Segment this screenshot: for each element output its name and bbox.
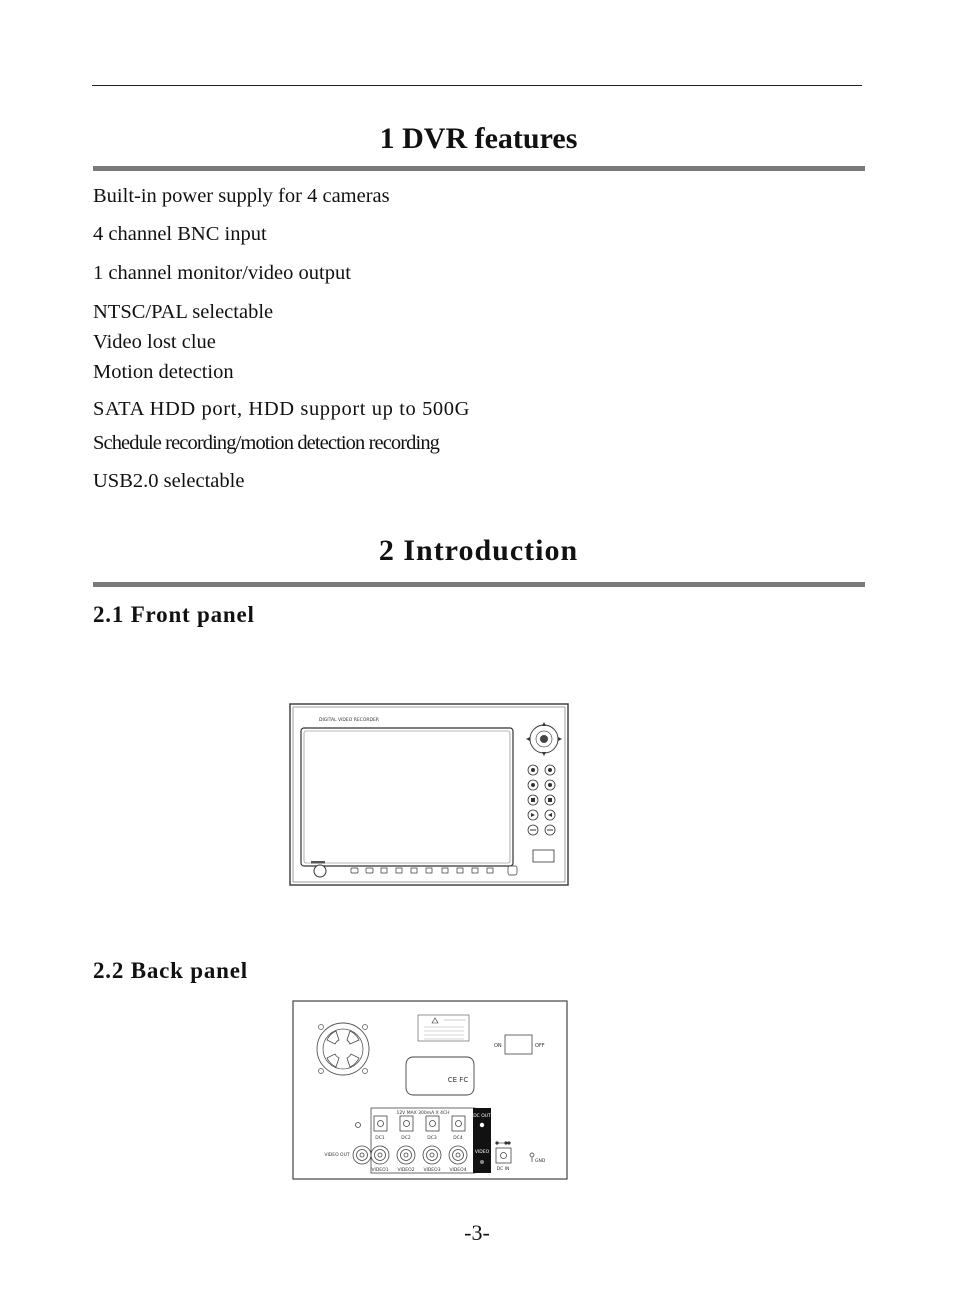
ground-icon: [530, 1153, 534, 1157]
switch-off-label: OFF: [535, 1043, 545, 1049]
section-title-dvr-features: 1 DVR features: [379, 122, 578, 155]
dc3-label: DC3: [427, 1136, 437, 1141]
header-rule: [92, 85, 862, 86]
switch-on-label: ON: [494, 1043, 502, 1049]
feature-item: 1 channel monitor/video output: [93, 262, 351, 284]
feature-item: 4 channel BNC input: [93, 223, 267, 245]
power-spec-label: 12V MAX 300mA X 4CH: [396, 1111, 450, 1116]
feature-item: Schedule recording/motion detection recording: [93, 432, 440, 454]
video2-label: VIDEO2: [397, 1168, 415, 1173]
feature-item: NTSC/PAL selectable: [93, 301, 274, 323]
video-out-bnc: [353, 1146, 371, 1164]
feature-item: Built-in power supply for 4 cameras: [93, 185, 390, 207]
dc-out-label: DC OUT: [473, 1114, 491, 1119]
feature-item: SATA HDD port, HDD support up to 500G: [93, 398, 471, 420]
page-number: -3-: [464, 1220, 490, 1245]
feature-item: Motion detection: [93, 361, 234, 383]
certification-text: CE FC: [447, 1076, 469, 1084]
back-panel-diagram: [292, 1000, 569, 1182]
power-button: [314, 865, 326, 877]
feature-item: Video lost clue: [93, 331, 216, 353]
power-switch: [505, 1035, 532, 1054]
front-panel-diagram: [289, 703, 569, 887]
dc1-label: DC1: [375, 1136, 385, 1141]
section-rule: [93, 582, 865, 587]
usb-port: [533, 850, 554, 862]
section-rule: [93, 166, 865, 171]
feature-item: USB2.0 selectable: [93, 470, 245, 492]
warning-label: [418, 1015, 469, 1041]
video-label: VIDEO: [474, 1150, 490, 1155]
screen: [301, 728, 513, 866]
video4-label: VIDEO4: [449, 1168, 467, 1173]
dc4-label: DC4: [453, 1136, 463, 1141]
fan-icon: [317, 1023, 369, 1075]
gnd-label: GND: [535, 1159, 546, 1164]
subsection-title-back-panel: 2.2 Back panel: [93, 958, 248, 983]
device-label: DIGITAL VIDEO RECORDER: [319, 718, 379, 723]
video1-label: VIDEO1: [371, 1168, 389, 1173]
video-out-label: VIDEO OUT: [324, 1153, 350, 1158]
section-title-introduction: 2 Introduction: [378, 534, 579, 567]
video3-label: VIDEO3: [423, 1168, 441, 1173]
subsection-title-front-panel: 2.1 Front panel: [93, 602, 255, 627]
dc-in-label: DC IN: [496, 1167, 510, 1172]
dc2-label: DC2: [401, 1136, 411, 1141]
